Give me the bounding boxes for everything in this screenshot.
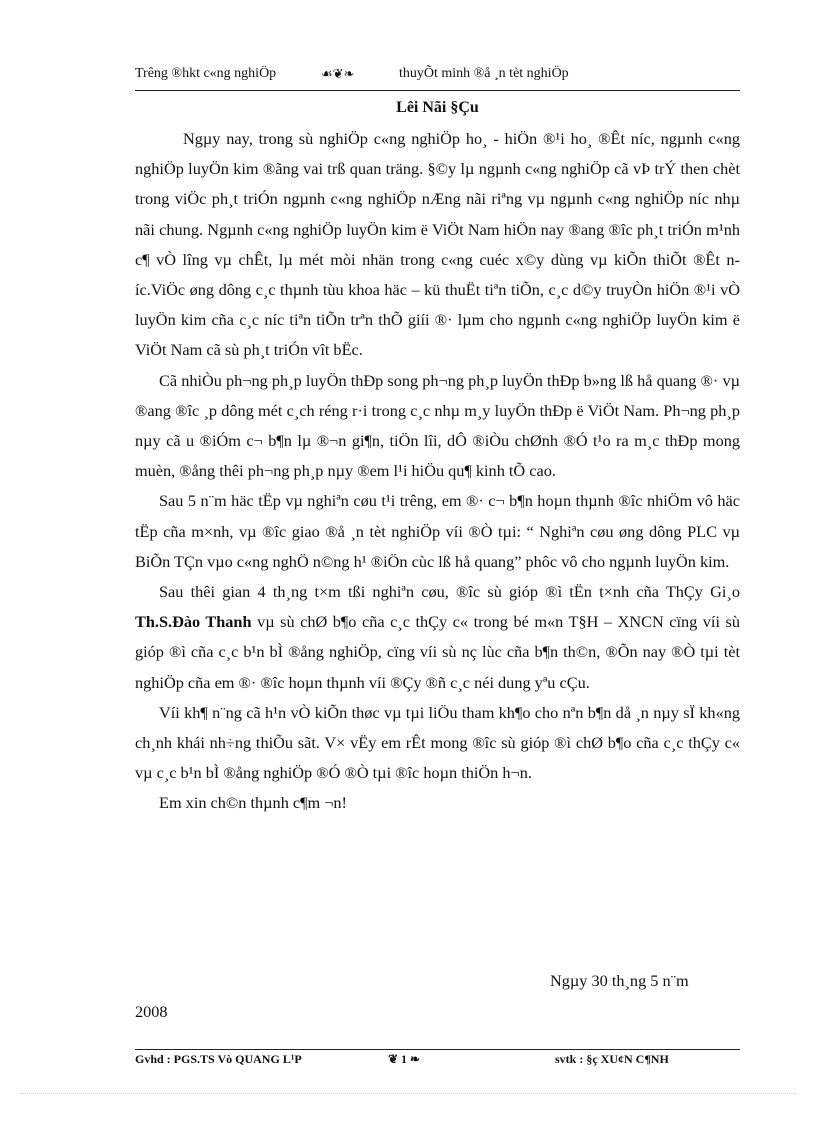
paragraph-4-rest: vµ sù chØ b¶o cña c¸c thÇy c« trong bé m«n T§H – XNCN cïng víi sù gióp ®ì cña c¸c b¹n bÌ ®ång nghiÖp, cïng víi sù nç lùc cña b¶n th©n, ®Õn nay ®Ò tµi tèt nghiÖp cña em ®· ®îc hoµn thµnh víi ®Çy ®ñ c¸c néi dung yªu cÇu. — [135, 612, 740, 692]
footer-student: svtk : §ç XU¢N C¶NH — [555, 1052, 669, 1066]
header-ornament-icon: ☙❦❧ — [321, 66, 355, 81]
page-title: Lêi Nãi §Çu — [396, 99, 479, 116]
page-number: ❦ 1 ❧ — [388, 1052, 421, 1066]
body-text — [135, 124, 740, 819]
page-header — [135, 66, 740, 86]
paragraph-2: Cã nhiÒu ph¬ng ph¸p luyÖn thÐp song ph¬ng ph¸p luyÖn thÐp b»ng lß hå quang ®· vµ ®ang ®îc ¸p dông mét c¸ch réng r·i trong c¸c nhµ m¸y luyÖn thÐp ë ViÖt Nam. Ph¬ng ph¸p nµy cã u ®iÓm c¬ b¶n lµ ®¬n gi¶n, tiÖn lîi, dÔ ®iÒu chØnh ®Ó t¹o ra m¸c thÐp mong muèn, ®ång thêi ph¬ng ph¸p nµy ®em l¹i hiÖu qu¶ kinh tÕ cao. — [135, 370, 740, 481]
header-rule — [135, 90, 740, 91]
page-bottom-border — [20, 1093, 796, 1094]
footer-advisor: Gvhd : PGS.TS Vò QUANG L¹P — [135, 1052, 302, 1066]
paragraph-4 — [135, 577, 740, 698]
paragraph-3: Sau 5 n¨m häc tËp vµ nghiªn cøu t¹i trêng, em ®· c¬ b¶n hoµn thµnh ®îc nhiÖm vô häc tËp cña m×nh, vµ ®îc giao ®å ¸n tèt nghiÖp víi ®Ò tµi: “ Nghiªn cøu øng dông PLC vµ BiÕn TÇn vµo c«ng nghÖ n©ng h¹ ®iÖn cùc lß hå quang” phôc vô cho ngµnh luyÖn kim. — [135, 491, 740, 571]
date-line: Ngµy 30 th¸ng 5 n¨m — [550, 971, 689, 990]
paragraph-4-start: Sau thêi gian 4 th¸ng t×m tßi nghiªn cøu, ®îc sù gióp ®ì tËn t×nh cña ThÇy Gi¸o — [159, 582, 740, 602]
paragraph-6: Em xin ch©n thµnh c¶m ¬n! — [159, 793, 347, 813]
paragraph-5: Víi kh¶ n¨ng cã h¹n vÒ kiÕn thøc vµ tµi liÖu tham kh¶o cho nªn b¶n då ¸n nµy sÏ kh«ng ch¸nh khái nh÷ng thiÕu sãt. V× vËy em rÊt mong ®îc sù gióp ®ì chØ b¶o cña c¸c thÇy c« vµ c¸c b¹n bÌ ®ång nghiÖp ®Ó ®Ò tµi ®îc hoµn thiÖn h¬n. — [135, 702, 740, 783]
footer-rule — [135, 1049, 740, 1050]
paragraph-1: Ngµy nay, trong sù nghiÖp c«ng nghiÖp ho¸ - hiÖn ®¹i ho¸ ®Êt níc, ngµnh c«ng nghiÖp luyÖn kim ®ãng vai trß quan träng. §©y lµ ngµnh c«ng nghiÖp cã vÞ trÝ then chèt trong viÖc ph¸t triÓn ngµnh c«ng nghiÖp nÆng nãi riªng vµ ngµnh c«ng nghiÖp níc nhµ nãi chung. Ngµnh c«ng nghiÖp luyÖn kim ë ViÖt Nam hiÖn nay ®ang ®îc ph¸t triÓn m¹nh c¶ vÒ lîng vµ chÊt, lµ mét mòi nhän trong c«ng cuéc x©y dùng vµ kiÕn thiÕt ®Êt níc.ViÖc øng dông c¸c thµnh tùu khoa häc – kü thuËt tiªn tiÕn, c¸c d©y truyÒn hiÖn ®¹i vÒ luyÖn kim cña c¸c níc tiªn tiÕn trªn thÕ giíi ®· lµm cho ngµnh c«ng nghiÖp luyÖn kim ë ViÖt Nam cã sù ph¸t triÓn vît bËc. — [135, 129, 740, 360]
header-doc-type: thuyÕt minh ®å ¸n tèt nghiÖp — [399, 66, 569, 81]
header-school: Trêng ®hkt c«ng nghiÖp — [135, 66, 277, 81]
advisor-name: Th.S.Đào Thanh — [135, 612, 252, 632]
date-year: 2008 — [135, 1002, 168, 1021]
page-footer — [135, 1052, 740, 1070]
